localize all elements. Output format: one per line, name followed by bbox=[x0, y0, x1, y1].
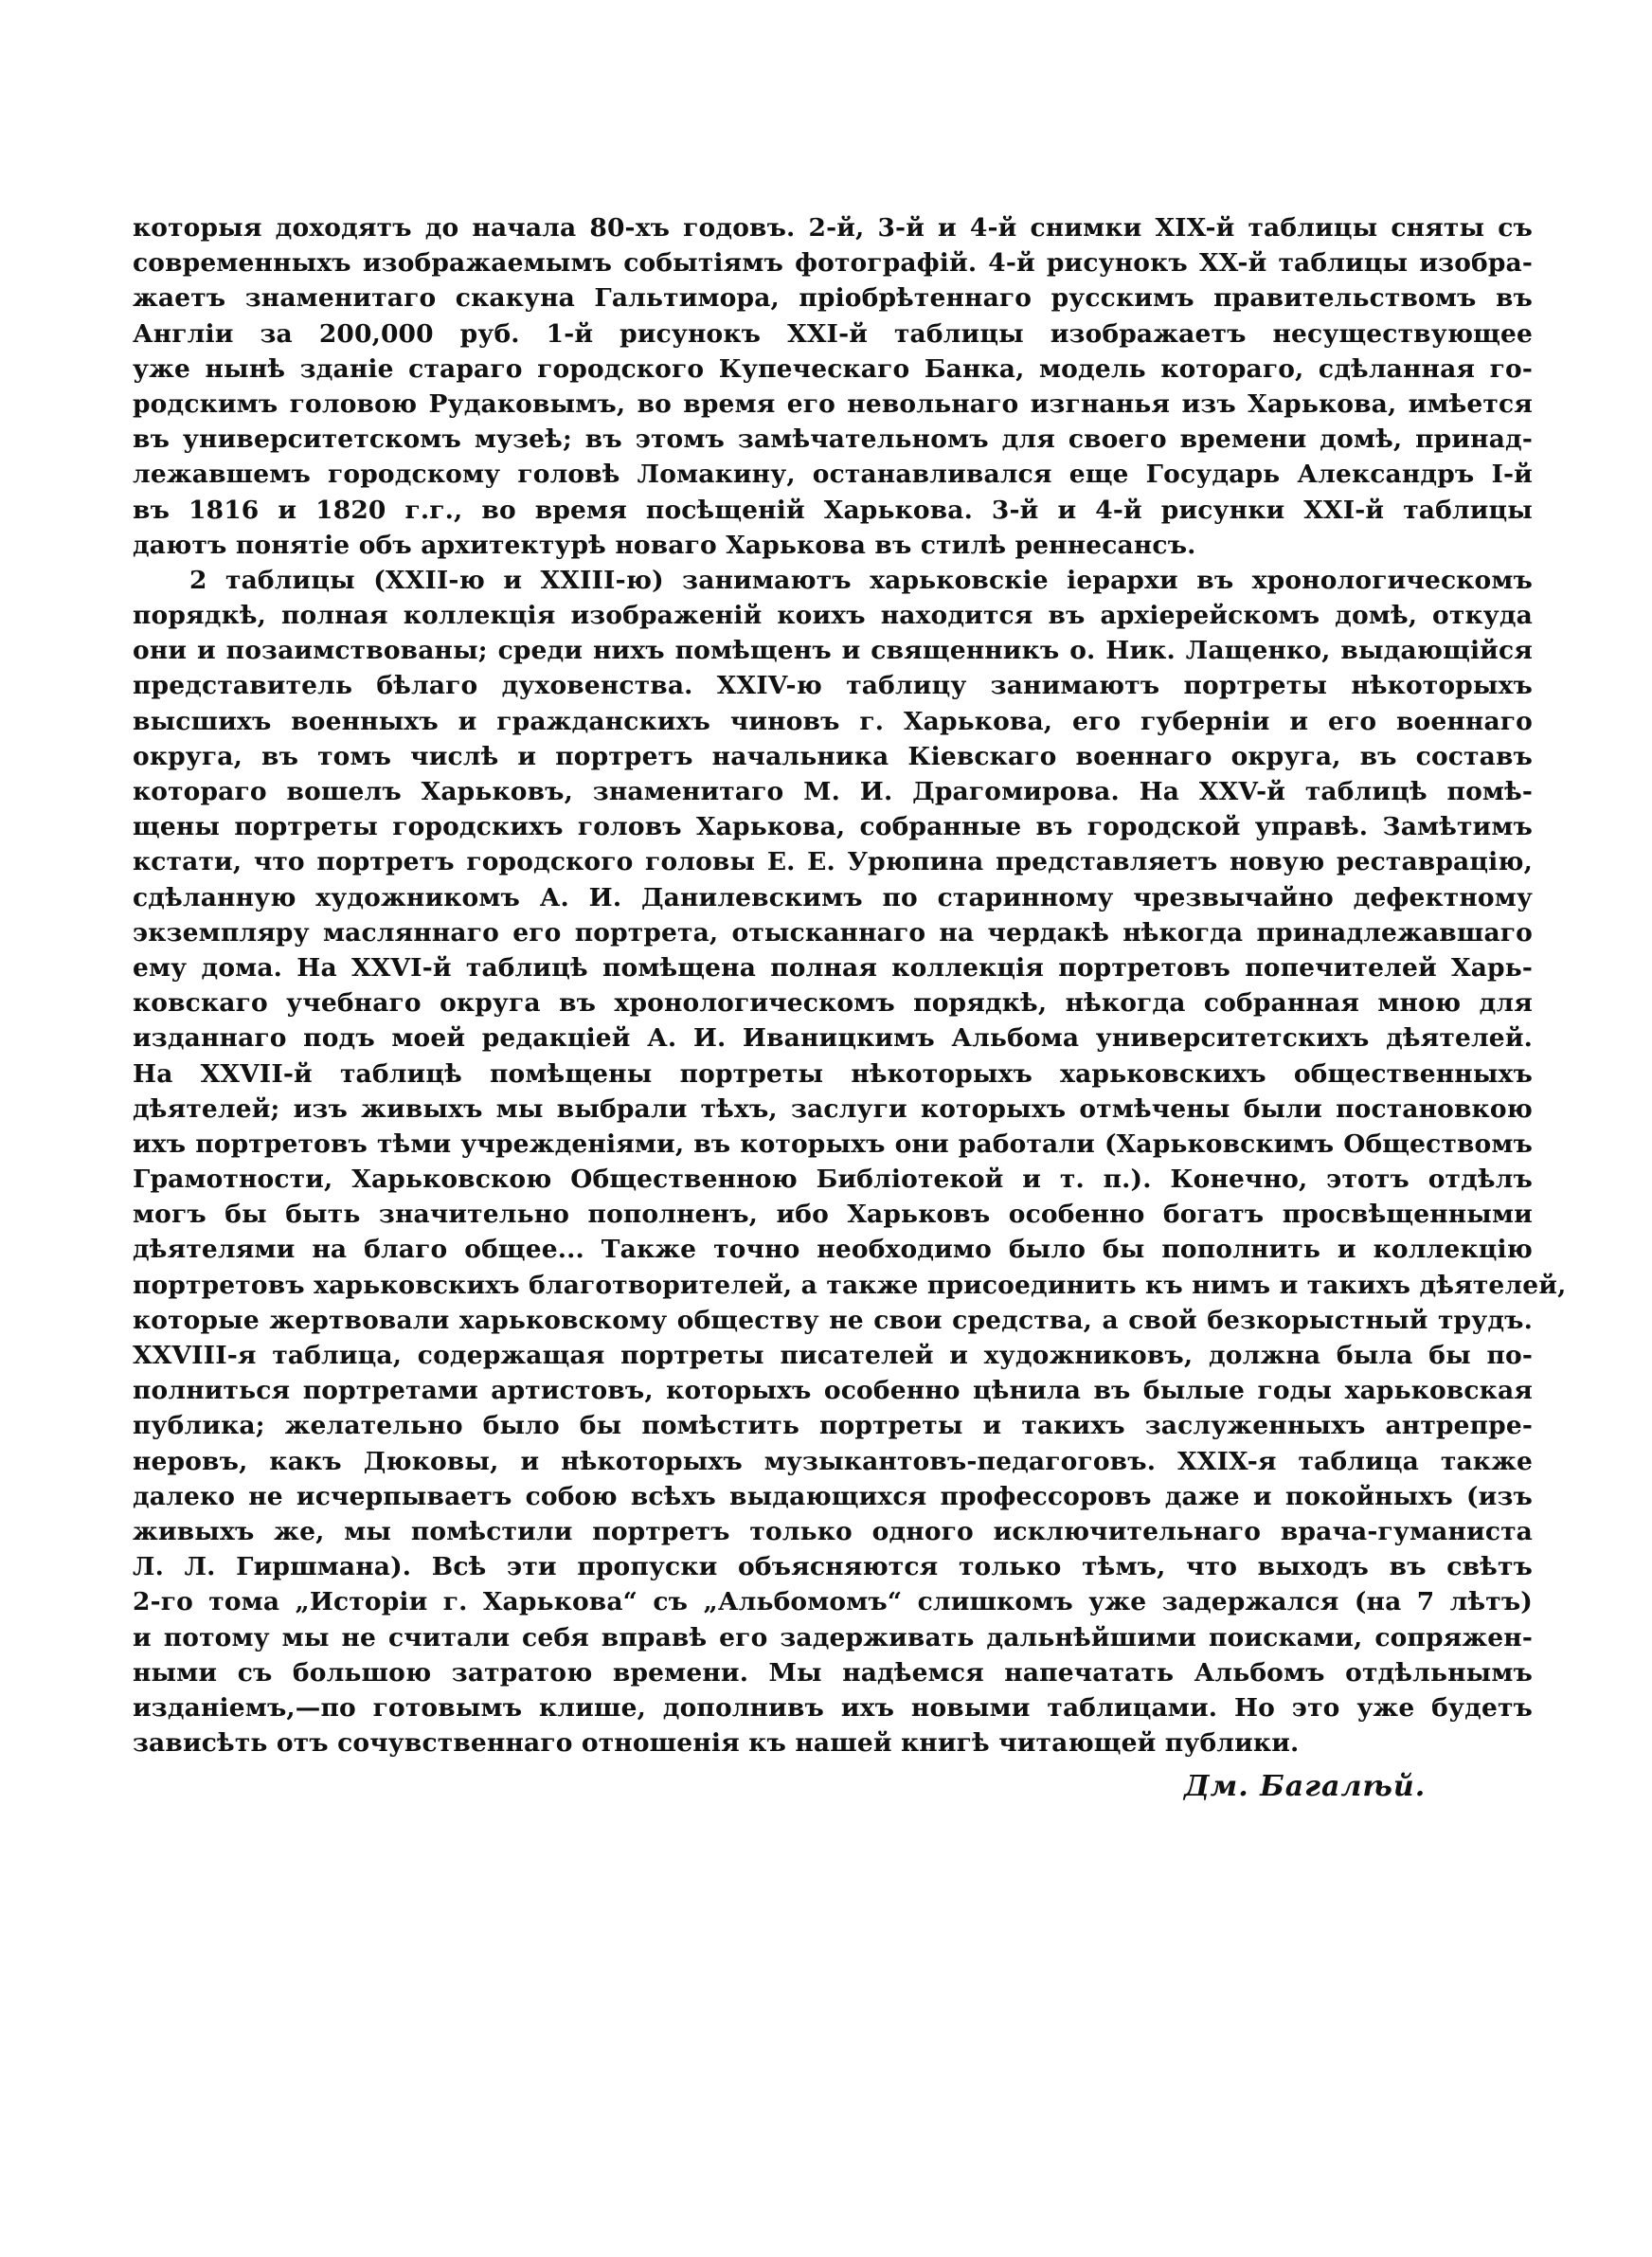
text-line: живыхъ же, мы помѣстили портретъ только одного исключительнаго врача-гуманиста bbox=[133, 1516, 1533, 1546]
text-line: щены портреты городскихъ головъ Харькова, собранные въ городской управѣ. Замѣтимъ bbox=[133, 812, 1533, 842]
text-line: ему дома. На XXVI-й таблицѣ помѣщена полная коллекція портретовъ попечителей Харь- bbox=[133, 952, 1533, 983]
text-line: сдѣланную художникомъ А. И. Данилевскимъ по старинному чрезвычайно дефектному bbox=[133, 882, 1533, 912]
text-line: въ университетскомъ музеѣ; въ этомъ замѣчательномъ для своего времени домѣ, принад- bbox=[133, 424, 1533, 455]
text-line: уже нынѣ зданіе стараго городского Купеческаго Банка, модель котораго, сдѣланная го- bbox=[133, 353, 1533, 384]
text-line: дѣятелей; изъ живыхъ мы выбрали тѣхъ, заслуги которыхъ отмѣчены были постановкою bbox=[133, 1093, 1533, 1124]
text-line: округа, въ томъ числѣ и портретъ начальника Кіевскаго военнаго округа, въ составъ bbox=[133, 741, 1533, 771]
text-line: Грамотности, Харьковскою Общественною Библіотекой и т. п.). Конечно, этотъ отдѣлъ bbox=[133, 1165, 1533, 1195]
text-line: въ 1816 и 1820 г.г., во время посѣщеній Харькова. 3-й и 4-й рисунки XXI-й таблицы bbox=[133, 495, 1533, 525]
text-line: зависѣть отъ сочувственнаго отношенія къ нашей книгѣ читающей публики. bbox=[133, 1728, 1300, 1759]
text-line: которыя доходятъ до начала 80-хъ годовъ. 2-й, 3-й и 4-й снимки XIX-й таблицы сняты съ bbox=[133, 213, 1533, 243]
text-line: экземпляру масляннаго его портрета, отысканнаго на чердакѣ нѣкогда принадлежавшаго bbox=[133, 917, 1533, 948]
text-line: современныхъ изображаемымъ событіямъ фотографій. 4-й рисунокъ XX-й таблицы изобра- bbox=[133, 248, 1533, 279]
text-line: На XXVII-й таблицѣ помѣщены портреты нѣкоторыхъ харьковскихъ общественныхъ bbox=[133, 1058, 1533, 1089]
text-line: ихъ портретовъ тѣми учрежденіями, въ которыхъ они работали (Харьковскимъ Обществомъ bbox=[133, 1128, 1533, 1159]
body-text bbox=[133, 210, 1567, 1760]
text-line: ковскаго учебнаго округа въ хронологическомъ порядкѣ, нѣкогда собранная мною для bbox=[133, 988, 1533, 1019]
text-line: лежавшемъ городскому головѣ Ломакину, останавливался еще Государь Александръ I-й bbox=[133, 460, 1533, 490]
text-line: неровъ, какъ Дюковы, и нѣкоторыхъ музыкантовъ-педагоговъ. XXIX-я таблица также bbox=[133, 1446, 1533, 1476]
text-line: жаетъ знаменитаго скакуна Гальтимора, пріобрѣтеннаго русскимъ правительствомъ въ bbox=[133, 283, 1533, 314]
text-line: изданнаго подъ моей редакціей А. И. Иваницкимъ Альбома университетскихъ дѣятелей. bbox=[133, 1023, 1533, 1054]
text-line: и потому мы не считали себя вправѣ его задерживать дальнѣйшими поисками, сопряжен- bbox=[133, 1622, 1533, 1652]
author-signature: Дм. Багалѣй. bbox=[1184, 1770, 1427, 1803]
text-line: полниться портретами артистовъ, которыхъ особенно цѣнила въ былые годы харьковская bbox=[133, 1376, 1533, 1406]
text-line: дѣятелями на благо общее... Также точно необходимо было бы пополнить и коллекцію bbox=[133, 1235, 1533, 1265]
text-line: ными съ большою затратою времени. Мы надѣемся напечатать Альбомъ отдѣльнымъ bbox=[133, 1657, 1533, 1688]
text-line: котораго вошелъ Харьковъ, знаменитаго М. И. Драгомирова. На XXV-й таблицѣ помѣ- bbox=[133, 777, 1533, 806]
text-line: публика; желательно было бы помѣстить портреты и такихъ заслуженныхъ антрепре- bbox=[133, 1411, 1533, 1441]
text-line: могъ бы быть значительно пополненъ, ибо Харьковъ особенно богатъ просвѣщенными bbox=[133, 1200, 1533, 1230]
text-line: порядкѣ, полная коллекція изображеній коихъ находится въ архіерейскомъ домѣ, откуда bbox=[133, 601, 1533, 631]
text-line: они и позаимствованы; среди нихъ помѣщенъ и священникъ о. Ник. Лащенко, выдающійся bbox=[133, 636, 1533, 666]
text-line: 2 таблицы (XXII-ю и XXIII-ю) занимаютъ харьковскіе іерархи въ хронологическомъ bbox=[189, 565, 1533, 595]
text-line: Англіи за 200,000 руб. 1-й рисунокъ XXI-й таблицы изображаетъ несуществующее bbox=[133, 318, 1533, 349]
text-line: далеко не исчерпываетъ собою всѣхъ выдающихся профессоровъ даже и покойныхъ (изъ bbox=[133, 1481, 1533, 1511]
text-line: портретовъ харьковскихъ благотворителей, а также присоединить къ нимъ и такихъ дѣятелей, bbox=[133, 1270, 1567, 1300]
text-line: родскимъ головою Рудаковымъ, во время его невольнаго изгнанья изъ Харькова, имѣется bbox=[133, 388, 1533, 419]
text-line: даютъ понятіе объ архитектурѣ новаго Харькова въ стилѣ реннесансъ. bbox=[133, 530, 1196, 560]
text-line: высшихъ военныхъ и гражданскихъ чиновъ г. Харькова, его губерніи и его военнаго bbox=[133, 706, 1533, 736]
text-line: XXVIII-я таблица, содержащая портреты писателей и художниковъ, должна была бы по- bbox=[133, 1341, 1533, 1370]
text-line: кстати, что портретъ городского головы Е. Е. Урюпина представляетъ новую реставрацію, bbox=[133, 847, 1533, 877]
text-line: которые жертвовали харьковскому обществу не свои средства, а свой безкорыстный трудъ. bbox=[133, 1305, 1533, 1335]
text-line: представитель бѣлаго духовенства. XXIV-ю таблицу занимаютъ портреты нѣкоторыхъ bbox=[133, 671, 1533, 701]
text-line: изданіемъ,—по готовымъ клише, дополнивъ ихъ новыми таблицами. Но это уже будетъ bbox=[133, 1692, 1533, 1723]
text-line: Л. Л. Гиршмана). Всѣ эти пропуски объясняются только тѣмъ, что выходъ въ свѣтъ bbox=[133, 1552, 1533, 1582]
text-line: 2-го тома „Исторіи г. Харькова“ съ „Альбомомъ“ слишкомъ уже задержался (на 7 лѣтъ) bbox=[133, 1587, 1533, 1617]
